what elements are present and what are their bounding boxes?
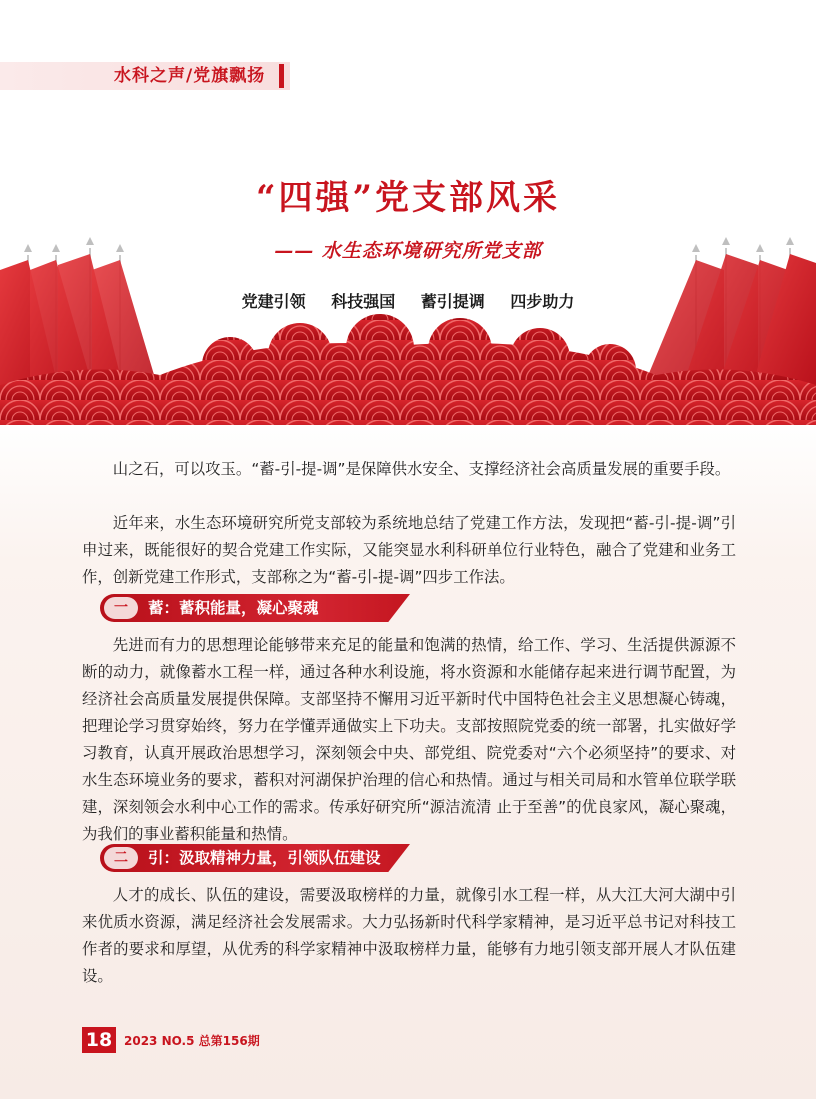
article-subtitle: —— 水生态环境研究所党支部	[274, 240, 542, 262]
intro-paragraph-1: 山之石，可以攻玉。“蓄-引-提-调”是保障供水安全、支撑经济社会高质量发展的重要手段。	[112, 460, 731, 478]
slogan-row	[0, 289, 816, 312]
section-heading-1	[100, 594, 420, 624]
section-tag: 水科之声/党旗飘扬	[114, 66, 266, 86]
intro-paragraph-2: 近年来，水生态环境研究所党支部较为系统地总结了党建工作方法，发现把“蓄-引-提-调”引申过来，既能很好的契合党建工作实际，又能突显水利科研单位行业特色，融合了党建和业务工作，创新党建工作形式，支部称之为“蓄-引-提-调”四步工作法。	[82, 514, 736, 586]
section-paragraph-1: 先进而有力的思想理论能够带来充足的能量和饱满的热情，给工作、学习、生活提供源源不断的动力，就像蓄水工程一样，通过各种水利设施，将水资源和水能储存起来进行调节配置，为经济社会高质量发展提供保障。支部坚持不懈用习近平新时代中国特色社会主义思想凝心铸魂，把理论学习贯穿始终，努力在学懂弄通做实上下功夫。支部按照院党委的统一部署，扎实做好学习教育，认真开展政治思想学习，深刻领会中央、部党组、院党委对“六个必须坚持”的要求、对水生态环境业务的要求，蓄积对河湖保护治理的信心和热情。通过与相关司局和水管单位联学联建，深刻领会水利中心工作的需求。传承好研究所“源洁流清 止于至善”的优良家风，凝心聚魂，为我们的事业蓄积能量和热情。	[82, 636, 736, 843]
slogan-item: 四步助力	[510, 292, 575, 311]
section-heading-text: 蓄：蓄积能量，凝心聚魂	[148, 599, 319, 617]
page-number: 18	[82, 1027, 116, 1053]
section-paragraph-2: 人才的成长、队伍的建设，需要汲取榜样的力量，就像引水工程一样，从大江大河大湖中引来优质水资源，满足经济社会发展需求。大力弘扬新时代科学家精神，是习近平总书记对科技工作者的要求和厚望，从优秀的科学家精神中汲取榜样力量，能够有力地引领支部开展人才队伍建设。	[82, 886, 736, 985]
slogan-item: 科技强国	[331, 292, 396, 311]
section-heading-text: 引：汲取精神力量，引领队伍建设	[148, 849, 381, 867]
section-heading-2	[100, 844, 420, 874]
section-tag-bar	[279, 64, 284, 88]
slogan-item: 蓄引提调	[420, 292, 485, 311]
section-number-badge: 二	[104, 847, 138, 869]
section-number-badge: 一	[104, 597, 138, 619]
slogan-item: 党建引领	[241, 292, 306, 311]
article-title: “四强”党支部风采	[255, 178, 561, 218]
issue-label: 2023 NO.5 总第156期	[124, 1034, 260, 1048]
